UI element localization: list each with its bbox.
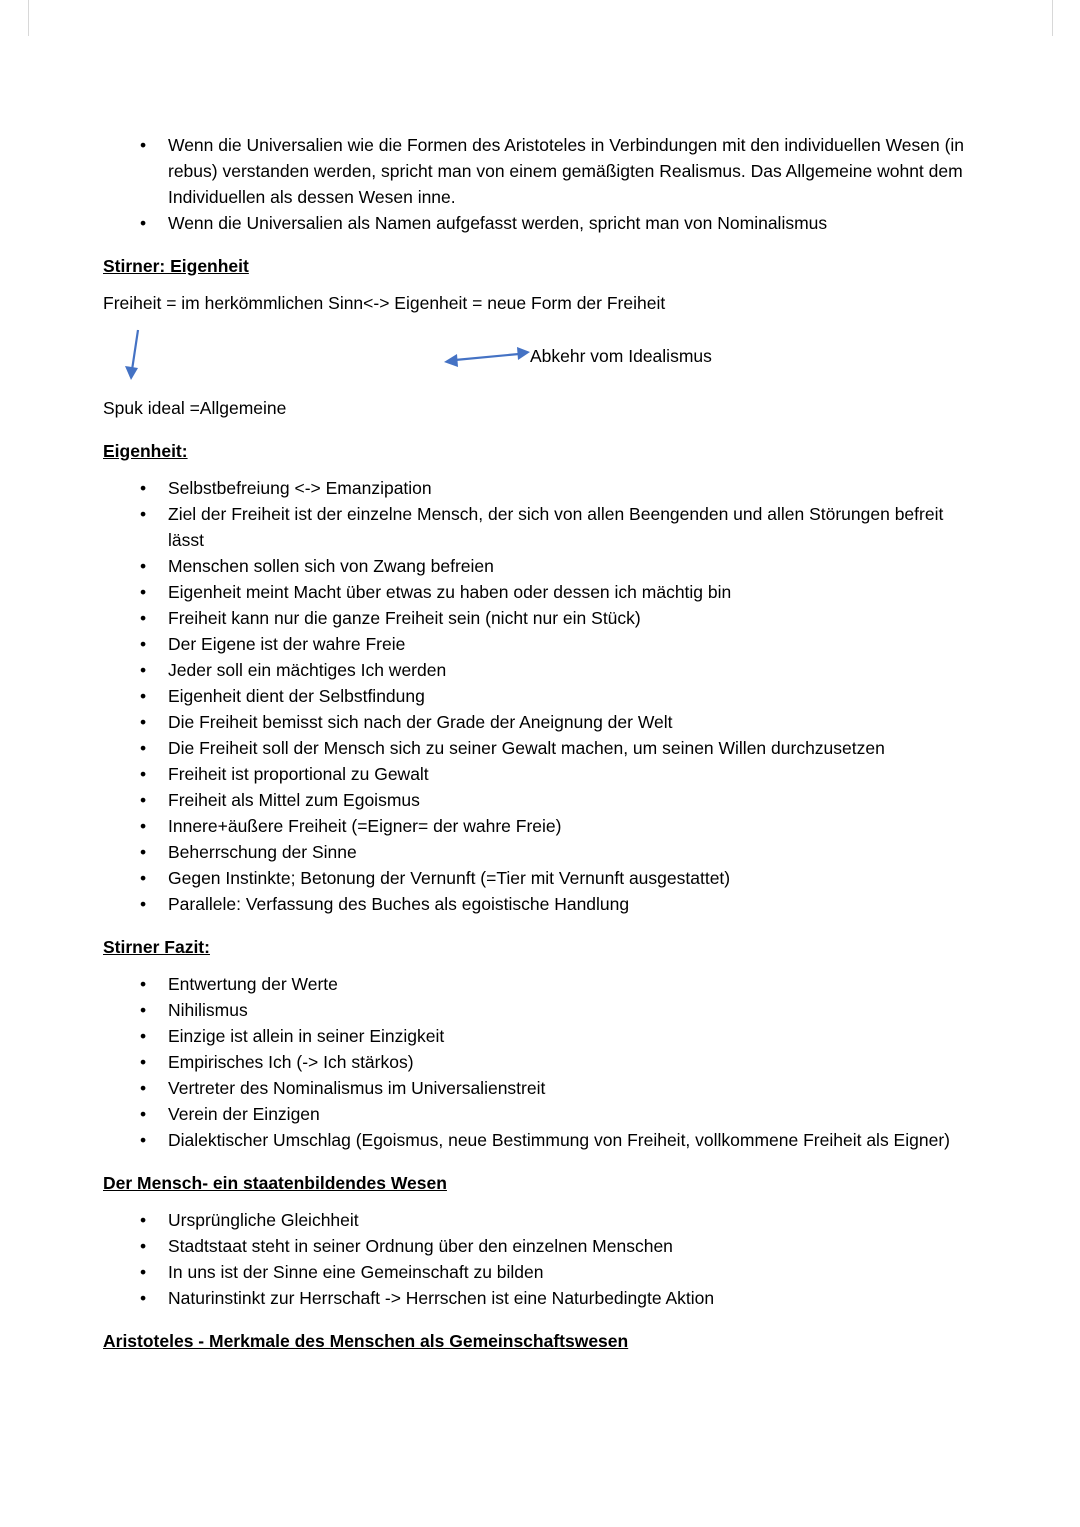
double-arrow-icon [444, 347, 530, 367]
paragraph: Spuk ideal =Allgemeine [103, 398, 287, 418]
list-item: • Eigenheit meint Macht über etwas zu haben oder dessen ich mächtig bin [168, 579, 965, 605]
page-edge-mark-left [28, 0, 29, 36]
list-item: • Wenn die Universalien als Namen aufgefasst werden, spricht man von Nominalismus [168, 210, 965, 236]
list-item: • Die Freiheit bemisst sich nach der Grade der Aneignung der Welt [168, 709, 965, 735]
list-item: • In uns ist der Sinne eine Gemeinschaft zu bilden [168, 1259, 965, 1285]
list-item: • Naturinstinkt zur Herrschaft -> Herrschen ist eine Naturbedingte Aktion [168, 1285, 965, 1311]
bullet-list [103, 132, 965, 236]
bullet-list [103, 971, 965, 1153]
list-item: • Stadtstaat steht in seiner Ordnung über den einzelnen Menschen [168, 1233, 965, 1259]
list-item: • Gegen Instinkte; Betonung der Vernunft (=Tier mit Vernunft ausgestattet) [168, 865, 965, 891]
annotation-diagram [103, 327, 965, 387]
section-heading: Eigenheit: [103, 441, 188, 461]
paragraph: Freiheit = im herkömmlichen Sinn<-> Eigenheit = neue Form der Freiheit [103, 293, 666, 313]
list-item: • Freiheit kann nur die ganze Freiheit sein (nicht nur ein Stück) [168, 605, 965, 631]
list-item: • Selbstbefreiung <-> Emanzipation [168, 475, 965, 501]
list-item: • Wenn die Universalien wie die Formen des Aristoteles in Verbindungen mit den individuellen Wesen (in rebus) verstanden werden, spricht man von einem gemäßigten Realismus. Das Allgemeine wohnt dem Individuellen als dessen Wesen inne. [168, 132, 965, 210]
down-arrow-icon [125, 330, 138, 380]
list-item: • Beherrschung der Sinne [168, 839, 965, 865]
list-item: • Nihilismus [168, 997, 965, 1023]
list-item: • Freiheit als Mittel zum Egoismus [168, 787, 965, 813]
list-item: • Die Freiheit soll der Mensch sich zu seiner Gewalt machen, um seinen Willen durchzusetzen [168, 735, 965, 761]
bullet-list [103, 475, 965, 917]
list-item: • Jeder soll ein mächtiges Ich werden [168, 657, 965, 683]
list-item: • Empirisches Ich (-> Ich stärkos) [168, 1049, 965, 1075]
list-item: • Menschen sollen sich von Zwang befreien [168, 553, 965, 579]
list-item: • Innere+äußere Freiheit (=Eigner= der wahre Freie) [168, 813, 965, 839]
section-heading: Der Mensch- ein staatenbildendes Wesen [103, 1173, 447, 1193]
section-heading: Stirner Fazit: [103, 937, 210, 957]
list-item: • Ziel der Freiheit ist der einzelne Mensch, der sich von allen Beengenden und allen Störungen befreit lässt [168, 501, 965, 553]
list-item: • Eigenheit dient der Selbstfindung [168, 683, 965, 709]
section-heading: Stirner: Eigenheit [103, 256, 249, 276]
list-item: • Vertreter des Nominalismus im Universalienstreit [168, 1075, 965, 1101]
list-item: • Freiheit ist proportional zu Gewalt [168, 761, 965, 787]
page-edge-mark-right [1052, 0, 1053, 36]
annotation-label: Abkehr vom Idealismus [530, 346, 712, 366]
list-item: • Ursprüngliche Gleichheit [168, 1207, 965, 1233]
section-heading: Aristoteles - Merkmale des Menschen als Gemeinschaftswesen [103, 1331, 629, 1351]
bullet-list [103, 1207, 965, 1311]
list-item: • Der Eigene ist der wahre Freie [168, 631, 965, 657]
list-item: • Verein der Einzigen [168, 1101, 965, 1127]
list-item: • Entwertung der Werte [168, 971, 965, 997]
list-item: • Parallele: Verfassung des Buches als egoistische Handlung [168, 891, 965, 917]
list-item: • Einzige ist allein in seiner Einzigkeit [168, 1023, 965, 1049]
list-item: • Dialektischer Umschlag (Egoismus, neue Bestimmung von Freiheit, vollkommene Freiheit als Eigner) [168, 1127, 965, 1153]
